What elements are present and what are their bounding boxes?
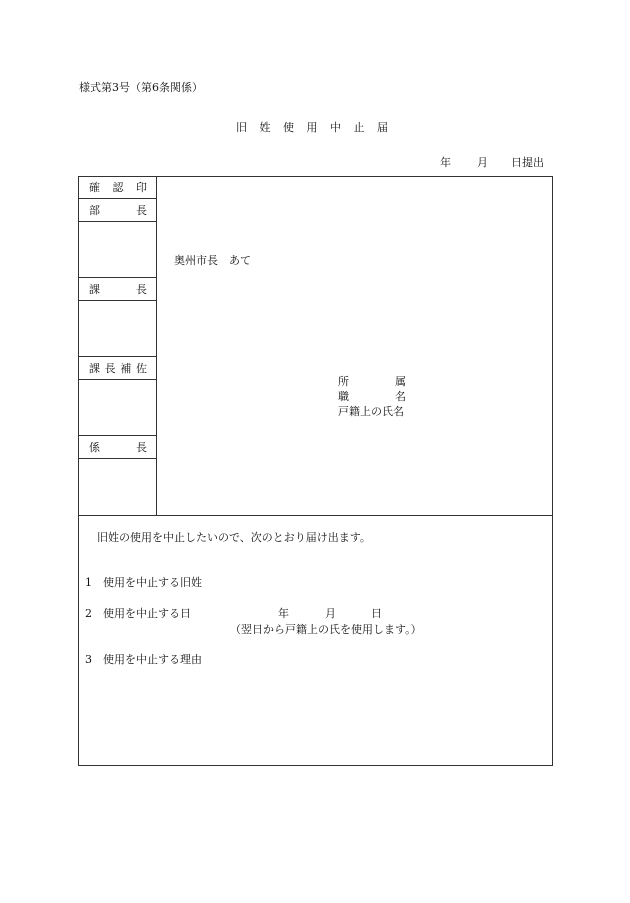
- applicant-label-char: 名: [395, 390, 406, 403]
- approval-label-char: 長: [136, 283, 147, 296]
- approval-label-kakaricho: [89, 441, 147, 455]
- approval-label-kacho: [89, 283, 147, 297]
- item-2-month-label: 月: [325, 607, 336, 620]
- item-2-year-label: 年: [278, 607, 289, 620]
- date-month-label: 月: [477, 156, 488, 169]
- applicant-registered-name-label: 戸籍上の氏名: [338, 405, 404, 418]
- title-char: 届: [377, 121, 388, 134]
- approval-stamp-kacho-hosa[interactable]: [79, 380, 155, 434]
- approval-label-char: 課: [89, 283, 100, 296]
- title-char: 姓: [259, 121, 271, 134]
- approval-stamp-bucho[interactable]: [79, 222, 155, 276]
- approval-label-char: 課: [89, 362, 100, 375]
- approval-label-char: 長: [136, 441, 147, 454]
- approval-header: [89, 181, 147, 195]
- approval-stamp-kakaricho[interactable]: [79, 459, 155, 514]
- approval-column-divider: [156, 176, 157, 515]
- applicant-affiliation-label: [338, 375, 406, 389]
- date-year-label: 年: [440, 156, 451, 169]
- date-day-submitted-label: 日提出: [511, 156, 544, 169]
- approval-rule: [78, 356, 156, 357]
- form-number: 様式第3号（第6条関係）: [79, 81, 203, 94]
- title-char: 使: [283, 121, 294, 134]
- approval-header-char: 認: [112, 181, 124, 194]
- approval-label-char: 補: [120, 362, 132, 375]
- applicant-label-char: 属: [395, 375, 406, 388]
- approval-rule: [78, 198, 156, 199]
- applicant-label-char: 所: [338, 375, 349, 388]
- document-title: [236, 121, 388, 135]
- approval-rule: [78, 435, 156, 436]
- approval-label-char: 長: [104, 362, 116, 375]
- item-3-reason: 3 使用を中止する理由: [85, 653, 202, 666]
- approval-stamp-kacho[interactable]: [79, 301, 155, 355]
- item-2-note: （翌日から戸籍上の氏を使用します。）: [230, 623, 422, 636]
- title-char: 中: [330, 121, 341, 134]
- notice-statement: 旧姓の使用を中止したいので、次のとおり届け出ます。: [97, 531, 371, 544]
- approval-header-char: 印: [136, 181, 147, 194]
- approval-label-char: 係: [89, 441, 100, 454]
- applicant-label-char: 職: [338, 390, 349, 403]
- section-divider: [78, 515, 553, 516]
- title-char: 旧: [236, 121, 247, 134]
- title-char: 用: [306, 121, 318, 134]
- approval-label-kacho-hosa: [89, 362, 147, 376]
- title-char: 止: [353, 121, 365, 134]
- item-2-day-label: 日: [371, 607, 382, 620]
- approval-label-char: 長: [136, 204, 147, 217]
- applicant-position-label: [338, 390, 406, 404]
- addressee: 奥州市長 あて: [174, 254, 251, 267]
- approval-label-char: 佐: [135, 362, 147, 375]
- approval-rule: [78, 277, 156, 278]
- item-1-former-surname: 1 使用を中止する旧姓: [85, 576, 202, 589]
- item-2-stop-date: 2 使用を中止する日: [85, 607, 191, 620]
- approval-header-char: 確: [89, 181, 100, 194]
- approval-label-bucho: [89, 204, 147, 218]
- approval-label-char: 部: [89, 204, 100, 217]
